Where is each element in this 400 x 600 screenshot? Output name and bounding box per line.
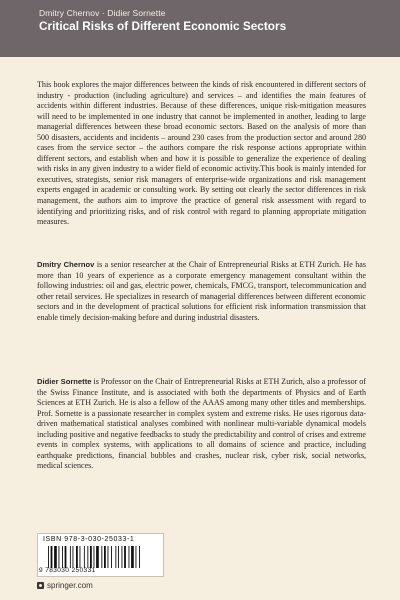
barcode-stripe [129, 546, 130, 568]
barcode-stripe [101, 546, 102, 568]
barcode-stripe [131, 546, 134, 568]
author-bio-sornette [37, 377, 366, 472]
barcode-stripe [76, 546, 78, 568]
barcode-stripe [96, 546, 99, 568]
barcode-stripe [59, 546, 60, 568]
book-authors: Dmitry Chernov · Didier Sornette [39, 8, 166, 18]
barcode-stripe [54, 546, 57, 568]
author-name: Didier Sornette [37, 377, 92, 386]
barcode-stripe [84, 546, 85, 568]
barcode-stripe [111, 546, 112, 568]
author-bio-chernov [37, 260, 366, 323]
barcode-stripe [139, 546, 140, 568]
springer-logo-icon [37, 582, 44, 589]
author-bio-text: is Professor on the Chair of Entrepreneurial Risks at ETH Zurich, also a professor of the Swiss Finance Institute, and is associated with both the departments of Physics and of Earth Sciences at ETH Zurich. He is also a fellow of the AAAS among many other titles and memberships. Prof. Sornette is a passionate researcher in complex system and extreme risks. He uses rigorous data-driven mathematical statistical analyses combined with nonlinear multi-variable dynamical models including positive and negative feedbacks to study the predictability and control of crises and extreme events in complex systems, with applications to all domains of science and practice, including earthquake predictions, financial bubbles and crashes, nuclear risk, cyber risk, social networks, medical sciences. [37, 377, 367, 471]
barcode-bars [48, 546, 156, 568]
barcode-stripe [122, 546, 123, 568]
barcode-stripe [90, 546, 92, 568]
cover-header [0, 0, 400, 57]
barcode-stripe [118, 546, 119, 568]
barcode-stripe [136, 546, 137, 568]
barcode-stripe [87, 546, 88, 568]
barcode-stripe [62, 546, 63, 568]
isbn-label: ISBN 978-3-030-25033-1 [43, 536, 135, 543]
barcode-stripe [124, 546, 126, 568]
barcode-stripe [115, 546, 116, 568]
barcode-digits: 9 783030 250331 [39, 567, 96, 574]
book-description: This book explores the major differences between the kinds of risk encountered in different sectors of industry - production (including agriculture) and services – and identifies the main features of accidents within different industries. Because of these differences, unique risk-mitigation measures will need to be implemented in one industry that cannot be implemented in another, leading to large managerial differences between these broad economic sectors. Based on the analysis of more than 500 disasters, accidents and incidents – around 230 cases from the production sector and around 280 cases from the service sector – the authors compare the risk response actions appropriate within different sectors, and establish when and how it is possible to generalize the experience of dealing with risks in any given industry to a wider field of economic activity.This book is mainly intended for executives, strategists, senior risk managers of enterprise-wide organizations and risk management experts engaged in academic or consulting work. By setting out clearly the sector differences in risk management, the authors aim to improve the practice of general risk assessment with regard to identifying and prioritizing risks, and of risk control with regard to planning appropriate mitigation measures. [37, 80, 366, 227]
barcode [37, 533, 164, 577]
barcode-stripe [48, 546, 49, 568]
author-name: Dmitry Chernov [37, 260, 95, 269]
barcode-stripe [65, 546, 67, 568]
barcode-stripe [70, 546, 71, 568]
publisher-url: springer.com [47, 581, 93, 590]
barcode-stripe [51, 546, 53, 568]
barcode-stripe [80, 546, 81, 568]
barcode-stripe [73, 546, 74, 568]
barcode-stripe [108, 546, 109, 568]
barcode-stripe [104, 546, 106, 568]
publisher-logo[interactable] [37, 581, 93, 590]
book-title: Critical Risks of Different Economic Sectors [39, 19, 287, 33]
author-bio-text: is a senior researcher at the Chair of Entrepreneurial Risks at ETH Zurich. He has more than 10 years of experience as a corporate emergency management consultant within the following industries: oil and gas, electric power, chemicals, FMCG, transport, telecommunication and other retail services. He specializes in research of managerial differences between different economic sectors and in the development of practical solutions for efficient risk information transmission that enable timely decision-making before and during industrial disasters. [37, 260, 366, 322]
barcode-stripe [94, 546, 95, 568]
